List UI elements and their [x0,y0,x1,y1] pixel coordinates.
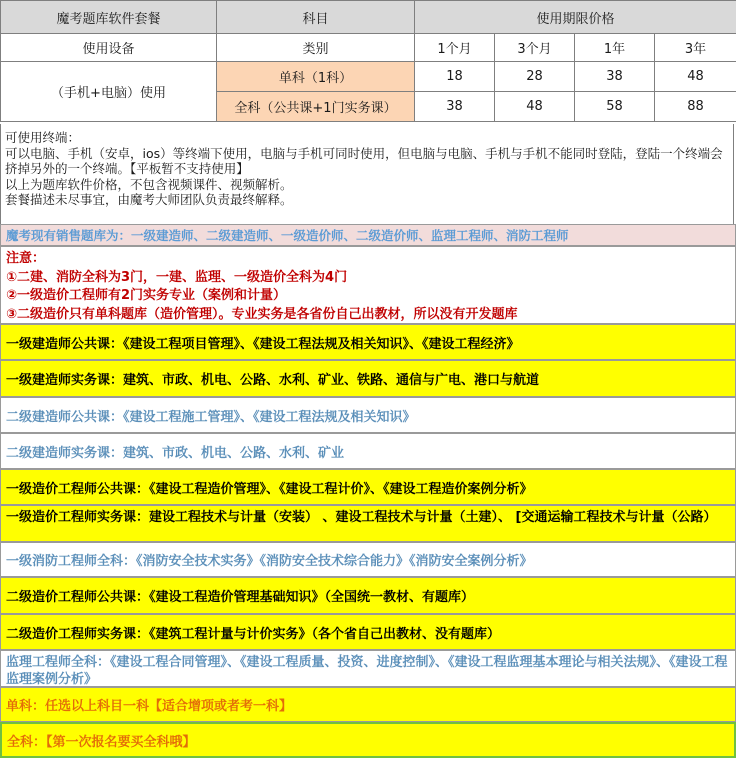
explain-note: 套餐描述未尽事宜，由魔考大师团队负责最终解释。 [5,192,293,208]
course-row-yizao-public: 一级造价工程师公共课：《建设工程造价管理》、《建设工程计价》、《建设工程造价案例分析》 [0,469,736,505]
category-full: 全科（公共课+1门实务课） [217,92,415,122]
period-1-year: 1年 [575,34,655,62]
price-cell: 18 [415,62,495,92]
attention-item: ③二级造价只有单科题库（造价管理）。专业实务是各省份自己出教材，所以没有开发题库 [6,306,518,322]
course-row-yijian-public: 一级建造师公共课：《建设工程项目管理》、《建设工程法规及相关知识》、《建设工程经济》 [0,324,736,360]
price-cell: 88 [655,92,736,122]
attention-item: ②一级造价工程师有2门实务专业（案例和计量） [6,288,287,303]
course-row-fire: 一级消防工程师全科：《消防安全技术实务》《消防安全技术综合能力》《消防安全案例分析》 [0,542,736,577]
terminal-description: 可以电脑、手机（安卓，ios）等终端下使用，电脑与手机可同时使用，但电脑与电脑、手机与手机不能同时登陆，登陆一个终端会挤掉另外的一个终端。【平板暂不支持使用】 [5,145,723,177]
subheader-category: 类别 [217,34,415,62]
period-3-months: 3个月 [495,34,575,62]
price-cell: 58 [575,92,655,122]
price-cell: 28 [495,62,575,92]
attention-box [0,246,736,324]
price-cell: 48 [495,92,575,122]
header-package: 魔考题库软件套餐 [1,1,217,34]
course-row-yijian-practice: 一级建造师实务课：建筑、市政、机电、公路、水利、矿业、铁路、通信与广电、港口与航道 [0,360,736,397]
period-3-years: 3年 [655,34,736,62]
course-row-yizao-practice: 一级造价工程师实务课：建设工程技术与计量（安装） 、建设工程技术与计量（土建）、 [交通运输工程技术与计量（公路） [0,505,736,542]
full-subject-row: 全科：【第一次报名要买全科哦】 [0,722,736,758]
price-cell: 38 [415,92,495,122]
course-row-erjian-practice: 二级建造师实务课：建筑、市政、机电、公路、水利、矿业 [0,433,736,469]
price-cell: 48 [655,62,736,92]
attention-title: 注意： [6,251,46,266]
category-single: 单科（1科） [217,62,415,92]
device-value: （手机+电脑）使用 [1,62,217,122]
course-row-supervision: 监理工程师全科：《建设工程合同管理》、《建设工程质量、投资、进度控制》、《建设工程监理基本理论与相关法规》、《建设工程监理案例分析》 [0,650,736,687]
price-cell: 38 [575,62,655,92]
course-row-erjian-public: 二级建造师公共课：《建设工程施工管理》、《建设工程法规及相关知识》 [0,397,736,433]
terminal-title: 可使用终端： [5,130,81,145]
subheader-device: 使用设备 [1,34,217,62]
price-note: 以上为题库软件价格，不包含视频课件、视频解析。 [5,176,293,192]
header-period-price: 使用期限价格 [415,1,736,34]
attention-item: ①二建、消防全科为3门，一建、监理、一级造价全科为4门 [6,269,348,285]
usage-notes [0,124,734,224]
course-row-erzao-practice: 二级造价工程师实务课：《建筑工程计量与计价实务》（各个省自己出教材、没有题库） [0,614,736,650]
course-row-erzao-public: 二级造价工程师公共课：《建设工程造价管理基础知识》（全国统一教材、有题库） [0,577,736,614]
header-subject: 科目 [217,1,415,34]
on-sale-banner: 魔考现有销售题库为：一级建造师、二级建造师、一级造价师、二级造价师、监理工程师、消防工程师 [0,224,736,246]
single-subject-row: 单科：任选以上科目一科【适合增项或者考一科】 [0,687,736,722]
period-1-month: 1个月 [415,34,495,62]
price-table [0,0,736,122]
